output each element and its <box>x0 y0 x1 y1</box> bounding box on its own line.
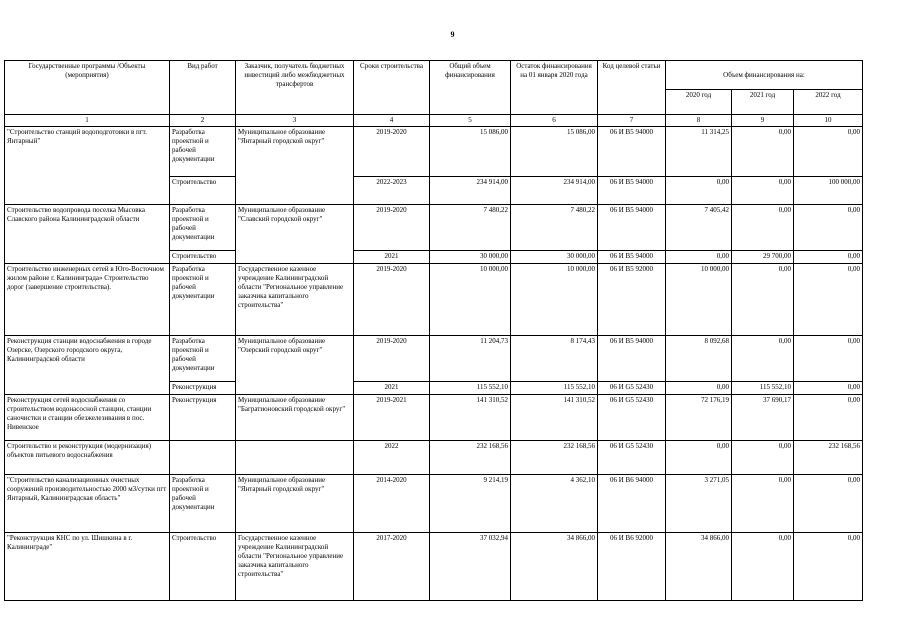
col-number: 1 <box>5 115 170 127</box>
cell-object: "Реконструкция КНС по ул. Шишкина в г. Калининграде" <box>5 533 170 601</box>
cell-2022: 0,00 <box>794 475 863 533</box>
cell-work: Разработка проектной и рабочей документации <box>170 264 236 336</box>
table-row <box>5 395 863 441</box>
cell-terms: 2019-2021 <box>354 395 430 441</box>
cell-remainder: 8 174,43 <box>511 336 598 382</box>
header-2022: 2022 год <box>794 90 863 115</box>
cell-terms: 2021 <box>354 382 430 395</box>
cell-code: 06 И G5 52430 <box>598 395 666 441</box>
cell-2020: 8 092,68 <box>666 336 732 382</box>
col-number: 2 <box>170 115 236 127</box>
cell-total: 232 168,56 <box>430 441 511 475</box>
cell-2020: 3 271,05 <box>666 475 732 533</box>
cell-2022: 0,00 <box>794 127 863 177</box>
cell-2022: 232 168,56 <box>794 441 863 475</box>
cell-object: Строительство водопровода поселка Мысовка Славского района Калининградской области <box>5 205 170 264</box>
cell-customer: Муниципальное образование "Багратионовский городской округ" <box>236 395 354 441</box>
col-number: 7 <box>598 115 666 127</box>
cell-terms: 2019-2020 <box>354 127 430 177</box>
cell-work: Реконструкция <box>170 382 236 395</box>
col-number: 5 <box>430 115 511 127</box>
cell-total: 7 480,22 <box>430 205 511 251</box>
col-number: 9 <box>732 115 794 127</box>
table-row <box>5 127 863 177</box>
cell-2020: 34 866,00 <box>666 533 732 601</box>
cell-total: 234 914,00 <box>430 177 511 205</box>
cell-2022: 0,00 <box>794 336 863 382</box>
cell-2022: 0,00 <box>794 533 863 601</box>
cell-work: Строительство <box>170 251 236 264</box>
cell-2021: 115 552,10 <box>732 382 794 395</box>
header-programs: Государственные программы /Объекты (мероприятия) <box>5 61 170 115</box>
header-customer: Заказчик, получатель бюджетных инвестиций либо межбюджетных трансфертов <box>236 61 354 115</box>
cell-2021: 0,00 <box>732 336 794 382</box>
cell-customer: Муниципальное образование "Славский городской округ" <box>236 205 354 264</box>
cell-2022: 0,00 <box>794 251 863 264</box>
cell-terms: 2022 <box>354 441 430 475</box>
col-number: 4 <box>354 115 430 127</box>
col-number: 3 <box>236 115 354 127</box>
cell-total: 11 204,73 <box>430 336 511 382</box>
cell-2022: 0,00 <box>794 264 863 336</box>
cell-2020: 0,00 <box>666 441 732 475</box>
cell-work <box>170 441 236 475</box>
cell-code: 06 И G5 52430 <box>598 441 666 475</box>
cell-2022: 0,00 <box>794 395 863 441</box>
header-work-type: Вид работ <box>170 61 236 115</box>
cell-code: 06 И В5 94000 <box>598 205 666 251</box>
header-code: Код целевой статьи <box>598 61 666 115</box>
cell-total: 9 214,19 <box>430 475 511 533</box>
col-number: 10 <box>794 115 863 127</box>
cell-object: Реконструкция станции водоснабжения в городе Озерске, Озерского городского округа, Калининградской области <box>5 336 170 395</box>
cell-customer: Муниципальное образование "Янтарный городской округ" <box>236 127 354 205</box>
cell-work: Разработка проектной и рабочей документации <box>170 336 236 382</box>
cell-remainder: 15 086,00 <box>511 127 598 177</box>
table-row <box>5 441 863 475</box>
cell-2021: 37 690,17 <box>732 395 794 441</box>
table-row <box>5 336 863 382</box>
cell-2021: 0,00 <box>732 441 794 475</box>
cell-work: Строительство <box>170 177 236 205</box>
cell-code: 06 И В6 92000 <box>598 533 666 601</box>
cell-object: Строительство инженерных сетей в Юго-Восточном жилом районе г. Калининграда» Строительство дорог (завершение строительства). <box>5 264 170 336</box>
cell-terms: 2014-2020 <box>354 475 430 533</box>
cell-2020: 11 314,25 <box>666 127 732 177</box>
cell-work: Строительство <box>170 533 236 601</box>
cell-2021: 0,00 <box>732 475 794 533</box>
cell-object: "Строительство станций водоподготовки в пгт. Янтарный" <box>5 127 170 205</box>
cell-remainder: 4 362,10 <box>511 475 598 533</box>
cell-work: Реконструкция <box>170 395 236 441</box>
cell-terms: 2019-2020 <box>354 336 430 382</box>
cell-remainder: 34 866,00 <box>511 533 598 601</box>
cell-customer: Муниципальное образование "Озерский городской округ" <box>236 336 354 395</box>
cell-code: 06 И В5 94000 <box>598 177 666 205</box>
cell-remainder: 141 310,52 <box>511 395 598 441</box>
cell-remainder: 7 480,22 <box>511 205 598 251</box>
cell-total: 10 000,00 <box>430 264 511 336</box>
cell-code: 06 И В5 94000 <box>598 251 666 264</box>
cell-remainder: 232 168,56 <box>511 441 598 475</box>
cell-terms: 2017-2020 <box>354 533 430 601</box>
cell-object: Строительство и реконструкция (модернизация) объектов питьевого водоснабжения <box>5 441 170 475</box>
cell-2020: 0,00 <box>666 382 732 395</box>
cell-2021: 0,00 <box>732 533 794 601</box>
cell-2020: 10 000,00 <box>666 264 732 336</box>
cell-remainder: 10 000,00 <box>511 264 598 336</box>
cell-terms: 2022-2023 <box>354 177 430 205</box>
cell-2021: 0,00 <box>732 205 794 251</box>
cell-terms: 2019-2020 <box>354 205 430 251</box>
cell-2021: 0,00 <box>732 127 794 177</box>
cell-customer: Государственное казенное учреждение Калининградской области "Региональное управление заказчика капитального строительства" <box>236 264 354 336</box>
cell-2021: 0,00 <box>732 264 794 336</box>
cell-code: 06 И В5 94000 <box>598 127 666 177</box>
cell-customer: Государственное казенное учреждение Калининградской области "Региональное управление заказчика капитального строительства" <box>236 533 354 601</box>
col-number: 6 <box>511 115 598 127</box>
cell-work: Разработка проектной и рабочей документации <box>170 475 236 533</box>
cell-total: 37 032,94 <box>430 533 511 601</box>
cell-remainder: 30 000,00 <box>511 251 598 264</box>
cell-total: 141 310,52 <box>430 395 511 441</box>
cell-2022: 100 000,00 <box>794 177 863 205</box>
cell-remainder: 115 552,10 <box>511 382 598 395</box>
cell-2020: 7 405,42 <box>666 205 732 251</box>
cell-terms: 2021 <box>354 251 430 264</box>
cell-2021: 29 700,00 <box>732 251 794 264</box>
table-row <box>5 533 863 601</box>
cell-total: 115 552,10 <box>430 382 511 395</box>
cell-object: "Строительство канализационных очистных сооружений производительностью 2000 м3/сутки пгт Янтарный, Калининградская область" <box>5 475 170 533</box>
table-row <box>5 205 863 251</box>
cell-2020: 0,00 <box>666 177 732 205</box>
financing-table <box>4 60 863 601</box>
cell-2022: 0,00 <box>794 205 863 251</box>
cell-terms: 2019-2020 <box>354 264 430 336</box>
cell-2021: 0,00 <box>732 177 794 205</box>
header-terms: Сроки строительства <box>354 61 430 115</box>
cell-2020: 0,00 <box>666 251 732 264</box>
header-financing: Объем финансирования на: <box>666 61 863 90</box>
header-2021: 2021 год <box>732 90 794 115</box>
cell-2022: 0,00 <box>794 382 863 395</box>
cell-total: 15 086,00 <box>430 127 511 177</box>
header-remainder: Остаток финансирования на 01 января 2020 года <box>511 61 598 115</box>
cell-2020: 72 176,19 <box>666 395 732 441</box>
header-total: Общий объем финансирования <box>430 61 511 115</box>
table-row <box>5 264 863 336</box>
cell-code: 06 И В5 92000 <box>598 264 666 336</box>
cell-total: 30 000,00 <box>430 251 511 264</box>
cell-customer <box>236 441 354 475</box>
cell-object: Реконструкция сетей водоснабжения со строительством водонасосной станции, станции саночистки и станции обезжелезивания в пос. Нивенское <box>5 395 170 441</box>
cell-customer: Муниципальное образование "Янтарный городской округ" <box>236 475 354 533</box>
cell-code: 06 И G5 52430 <box>598 382 666 395</box>
cell-code: 06 И В5 94000 <box>598 336 666 382</box>
cell-work: Разработка проектной и рабочей документации <box>170 205 236 251</box>
col-number: 8 <box>666 115 732 127</box>
table-row <box>5 475 863 533</box>
header-2020: 2020 год <box>666 90 732 115</box>
cell-work: Разработка проектной и рабочей документации <box>170 127 236 177</box>
page-number: 9 <box>450 30 455 39</box>
cell-code: 06 И В6 94000 <box>598 475 666 533</box>
cell-remainder: 234 914,00 <box>511 177 598 205</box>
